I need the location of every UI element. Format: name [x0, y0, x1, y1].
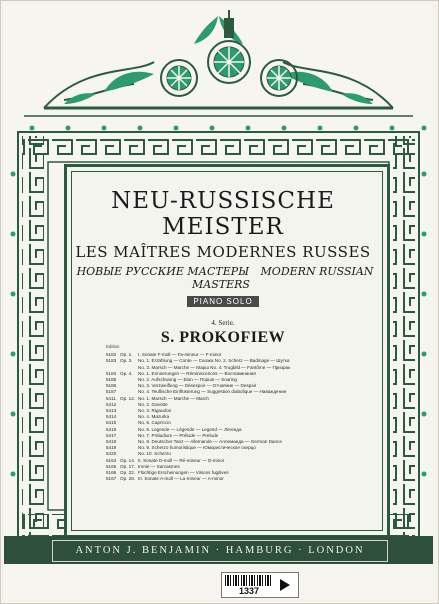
works-header: Edition	[106, 344, 120, 349]
list-item: 5415 No. 5. Capriccio	[106, 420, 171, 426]
list-item: 5419 No. 9. Scherzo humoristique — Юмористическое скерцо	[106, 445, 256, 451]
list-item: 5414 No. 4. Mazurka	[106, 414, 170, 420]
list-item: 5416 No. 6. Legende — Légende — Legend — Легенда	[106, 426, 242, 432]
list-item: 5167 Op. 28. III. Sonate A-moll — La-mineur — A-minor	[106, 476, 224, 482]
list-item: 5420 No. 10. Scherzo	[106, 451, 171, 457]
play-icon[interactable]	[276, 577, 292, 593]
list-item: 5182 Op. 1. I. Sonate F-moll — Fa-mineur — F-minor	[106, 352, 222, 358]
instrument-badge: PIANO SOLO	[187, 296, 258, 307]
list-item: 5412 No. 2. Gavotte	[106, 401, 168, 407]
title-french: LES MAÎTRES MODERNES RUSSES	[75, 243, 371, 261]
list-item: 5164 Op. 14. II. Sonate D-moll — Ré-mineur — D-minor	[106, 457, 225, 463]
list-item: 5411 Op. 12. No. 1. Marsch — Marche — March	[106, 395, 209, 401]
barcode	[225, 575, 273, 586]
list-item: 5417 No. 7. Präludium — Prélude — Prelude	[106, 432, 219, 438]
list-item: 5186 No. 3. Verzweiflung — Désespoir — Отчаяние — Despair	[106, 383, 257, 389]
list-item: 5165 Op. 17. Ironie — Sarcasmes	[106, 463, 180, 469]
title-russian: НОВЫЕ РУССКИЕ МАСТЕРЫ	[76, 265, 250, 278]
title-german: NEU-RUSSISCHE MEISTER	[111, 188, 335, 240]
list-item: 5183 Op. 3. No. 1. Erzählung — Conte — Сказка No. 2. Scherz — Badinage — Шутка	[106, 358, 290, 364]
list-item: 5187 No. 4. Teuflische Einflüsterung — Suggestion diabolique — Наваждение	[106, 389, 287, 395]
list-item: 5185 No. 2. Aufschwung — Elan — Порыв — Soaring	[106, 377, 237, 383]
list-item: 5184 Op. 4. No. 1. Erinnerungen — Réminiscences — Воспоминания	[106, 370, 256, 376]
list-item: 5418 No. 8. Deutscher Tanz — Allemande — Аллеманда — German Dance	[106, 439, 282, 445]
works-list	[106, 344, 368, 482]
list-item: No. 3. Marsch — Marche — Марш No. 4. Trugbild — Fantôme — Призрак	[138, 364, 291, 370]
list-item: 5166 Op. 22. Flüchtige Erscheinungen — Visions fugitives	[106, 470, 229, 476]
title-translations	[60, 265, 386, 291]
list-item: 5413 No. 3. Rigaudon	[106, 408, 172, 414]
composer-name: S. PROKOFIEW	[160, 329, 286, 346]
title-english: MODERN RUSSIAN MASTERS	[192, 265, 374, 291]
title-block	[60, 188, 386, 347]
catalog-sticker	[221, 572, 299, 598]
publisher-name: ANTON J. BENJAMIN · HAMBURG · LONDON	[52, 540, 388, 562]
catalog-number: 1337	[238, 586, 260, 596]
series-label: 4. Serie.	[211, 319, 235, 327]
